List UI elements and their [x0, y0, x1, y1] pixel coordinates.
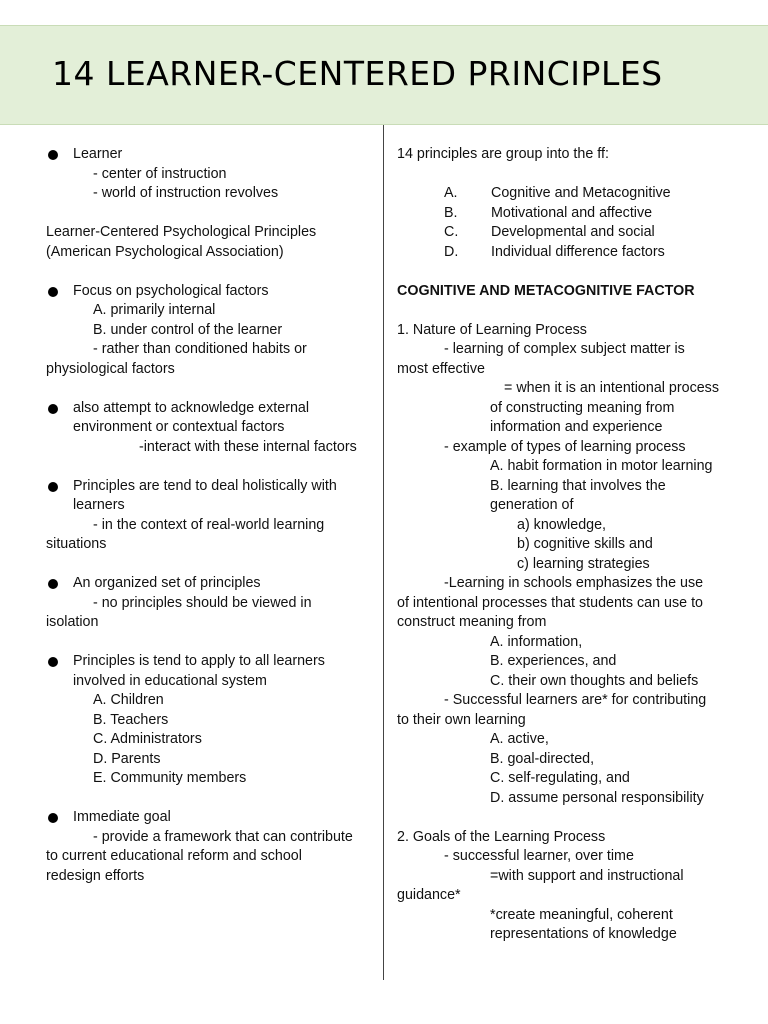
text-line: (American Psychological Association) [46, 243, 284, 260]
bullet-icon [48, 579, 58, 589]
group-item: D. Individual difference factors [444, 243, 665, 260]
text-line: -Learning in schools emphasizes the use [444, 575, 704, 591]
bullet-heading: Principles are tend to deal holistically with [73, 477, 337, 494]
text-line: information and experience [490, 419, 663, 435]
bullet-icon [48, 150, 58, 160]
text-line: - world of instruction revolves [93, 185, 279, 201]
list-item: A. active, [490, 731, 549, 747]
list-item: C. their own thoughts and beliefs [490, 672, 699, 689]
bullet-heading: Immediate goal [73, 809, 171, 825]
text-line: to current educational reform and school [46, 848, 302, 864]
text-line: isolation [46, 614, 99, 630]
bullet-heading: Principles is tend to apply to all learners [73, 653, 325, 669]
text-line: - in the context of real-world learning [93, 516, 325, 533]
text-line: - example of types of learning process [444, 438, 686, 455]
group-item: C. Developmental and social [444, 224, 655, 240]
text-line: construct meaning from [397, 614, 547, 630]
bullet-heading: An organized set of principles [73, 575, 261, 591]
list-item: b) cognitive skills and [517, 536, 653, 552]
list-item: B. Teachers [93, 711, 169, 728]
subsection-title: 2. Goals of the Learning Process [397, 828, 606, 845]
bullet-icon [48, 482, 58, 492]
bullet-heading: learners [73, 497, 125, 513]
list-item: C. Administrators [93, 731, 202, 747]
column-divider [383, 125, 384, 980]
bullet-learner [46, 145, 371, 165]
text-line: redesign efforts [46, 867, 145, 884]
bullet-holistic [46, 477, 371, 516]
text-line: B. learning that involves the [490, 477, 666, 494]
list-item: B. experiences, and [490, 653, 617, 669]
bullet-icon [48, 404, 58, 414]
list-item: C. self-regulating, and [490, 770, 630, 786]
text-line: generation of [490, 497, 574, 513]
right-column [397, 145, 732, 945]
text-line: A. habit formation in motor learning [490, 458, 713, 474]
text-line: most effective [397, 360, 485, 377]
list-item: B. goal-directed, [490, 750, 595, 767]
text-line: -interact with these internal factors [139, 438, 357, 455]
page-title: 14 LEARNER-CENTERED PRINCIPLES [52, 54, 663, 93]
text-line: A. primarily internal [93, 302, 216, 318]
bullet-apply [46, 652, 371, 691]
list-item: E. Community members [93, 770, 247, 786]
left-column [46, 145, 371, 886]
text-line: - successful learner, over time [444, 848, 634, 864]
text-line: - center of instruction [93, 165, 227, 182]
group-item: A. Cognitive and Metacognitive [444, 185, 671, 201]
bullet-focus [46, 282, 371, 302]
text-line: *create meaningful, coherent [490, 906, 673, 923]
bullet-organized [46, 574, 371, 594]
bullet-heading: Focus on psychological factors [73, 282, 269, 299]
text-line: - rather than conditioned habits or [93, 341, 307, 357]
text-line: - learning of complex subject matter is [444, 341, 685, 357]
bullet-external [46, 399, 371, 438]
text-line: - no principles should be viewed in [93, 594, 312, 611]
text-line: =with support and instructional [490, 867, 684, 884]
intro-text: 14 principles are group into the ff: [397, 146, 609, 162]
bullet-heading: Learner [73, 146, 123, 162]
group-item: B. Motivational and affective [444, 204, 653, 221]
list-item: D. assume personal responsibility [490, 789, 704, 806]
text-line: guidance* [397, 887, 461, 903]
text-line: physiological factors [46, 360, 175, 377]
text-line: B. under control of the learner [93, 321, 283, 338]
text-line: - provide a framework that can contribute [93, 828, 353, 845]
list-item: D. Parents [93, 750, 161, 767]
text-line: to their own learning [397, 711, 526, 728]
text-line: = when it is an intentional process [504, 380, 719, 396]
list-item: a) knowledge, [517, 516, 607, 533]
text-line: of intentional processes that students can use to [397, 594, 703, 611]
bullet-icon [48, 287, 58, 297]
text-line: - Successful learners are* for contributing [444, 692, 707, 708]
title-banner [0, 25, 768, 125]
text-line: representations of knowledge [490, 926, 677, 942]
text-line: Learner-Centered Psychological Principles [46, 224, 317, 240]
list-item: A. information, [490, 633, 583, 650]
bullet-heading: also attempt to acknowledge external [73, 399, 310, 416]
list-item: A. Children [93, 692, 164, 708]
section-heading: COGNITIVE AND METACOGNITIVE FACTOR [397, 282, 695, 299]
text-line: of constructing meaning from [490, 399, 675, 416]
bullet-icon [48, 657, 58, 667]
bullet-heading: involved in educational system [73, 672, 267, 689]
subsection-title: 1. Nature of Learning Process [397, 321, 587, 338]
bullet-icon [48, 813, 58, 823]
bullet-goal [46, 808, 371, 828]
text-line: situations [46, 536, 107, 552]
bullet-heading: environment or contextual factors [73, 419, 285, 435]
list-item: c) learning strategies [517, 555, 650, 572]
